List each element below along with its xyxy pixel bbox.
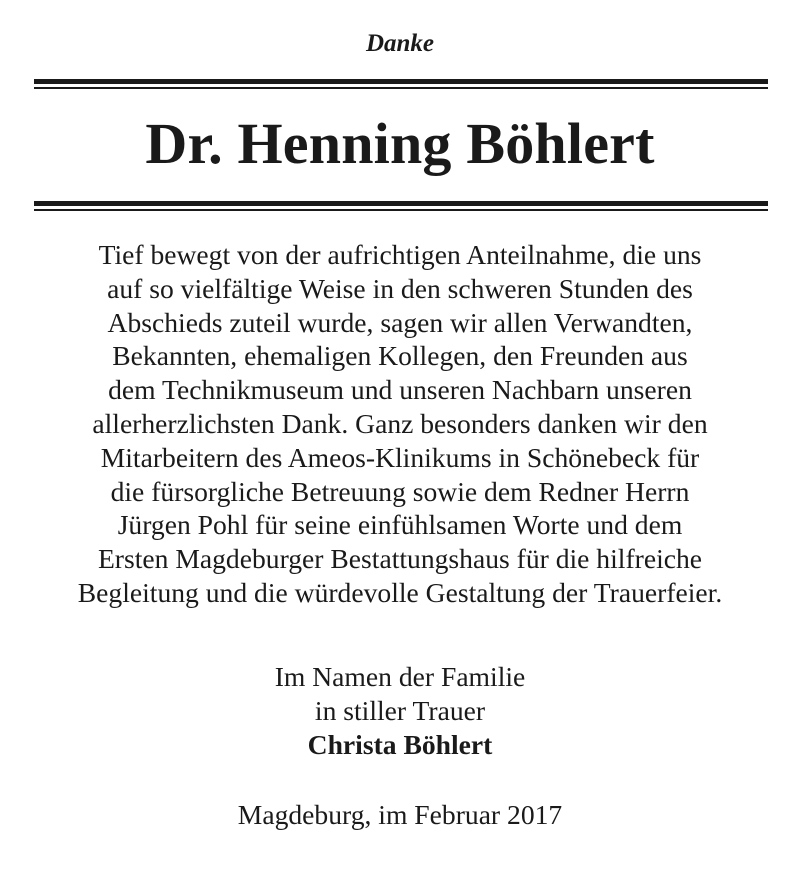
rule-thin	[34, 87, 768, 89]
message-line: auf so vielfältige Weise in den schweren Stunden des	[107, 272, 693, 304]
deceased-name: Dr. Henning Böhlert	[145, 111, 655, 176]
closing-line-mourning: in stiller Trauer	[314, 695, 486, 726]
message-line: dem Technikmuseum und unseren Nachbarn unseren	[108, 374, 692, 406]
bottom-double-rule	[34, 201, 768, 211]
top-double-rule	[34, 79, 768, 89]
message-line: Mitarbeitern des Ameos-Klinikums in Schönebeck für	[100, 441, 700, 473]
place-and-date: Magdeburg, im Februar 2017	[237, 799, 563, 830]
thanks-message	[20, 238, 780, 610]
message-line: Jürgen Pohl für seine einfühlsamen Worte und dem	[117, 509, 683, 541]
message-line: Ersten Magdeburger Bestattungshaus für die hilfreiche	[97, 543, 703, 575]
message-line: allerherzlichsten Dank. Ganz besonders danken wir den	[92, 407, 708, 439]
closing-block	[0, 660, 800, 762]
message-line: die fürsorgliche Betreuung sowie dem Redner Herrn	[110, 475, 690, 507]
message-line: Begleitung und die würdevolle Gestaltung der Trauerfeier.	[77, 576, 723, 608]
signer-name: Christa Böhlert	[307, 729, 493, 760]
closing-line-family: Im Namen der Familie	[274, 661, 526, 692]
message-line: Abschieds zuteil wurde, sagen wir allen Verwandten,	[107, 306, 693, 338]
rule-thin	[34, 209, 768, 211]
notice-type-label: Danke	[365, 30, 435, 57]
message-line: Bekannten, ehemaligen Kollegen, den Freunden aus	[112, 340, 688, 372]
message-line: Tief bewegt von der aufrichtigen Anteilnahme, die uns	[98, 239, 702, 270]
